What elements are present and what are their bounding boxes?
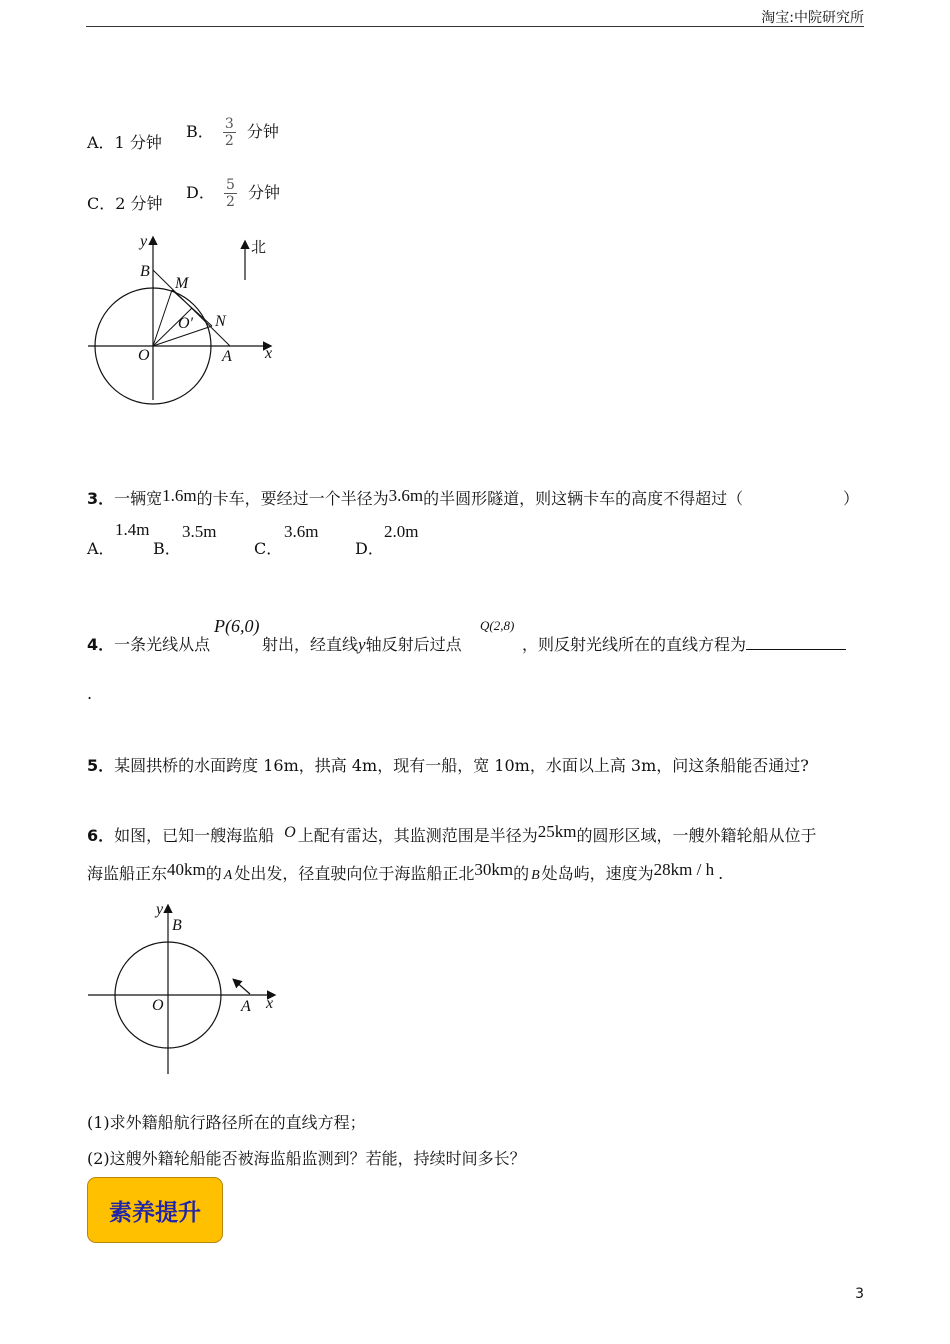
q2-option-b-denominator: 2 [224,133,234,149]
q4-line-1 [87,632,210,655]
q6-text-5: 的 [205,864,222,883]
q2-option-c: C．2 分钟 [87,194,163,213]
fig2-label-x: x [266,995,274,1012]
q4-line-1b [262,632,462,655]
fig2-label-a: A [241,998,251,1015]
q6-text-4: 海监船正东 [87,864,168,883]
q3-option-a-label: A． [87,539,115,558]
north-label: 北 [251,238,267,256]
q4-point-p [214,616,259,637]
q4-y: y [358,635,366,654]
q6-part-1: (1)求外籍船航行路径所在的直线方程； [87,1113,366,1132]
header-divider [86,26,864,27]
figure-circle-tangent [80,228,290,408]
segment-mo1 [172,290,192,308]
q6-distance-east: 40km [167,860,206,879]
fig1-label-a: A [222,348,232,365]
question-3-number: 3． [87,489,115,508]
q5-body: 某圆拱桥的水面跨度 16m，拱高 4m，现有一船，宽 10m，水面以上高 3m，问这条船能否通过? [114,756,809,775]
q6-text-8: 处岛屿，速度为 [541,864,654,883]
q3-option-a-value: 1.4m [115,520,150,539]
q2-option-d [186,177,280,210]
fig1-label-n: N [215,313,226,330]
q4-line-1c [522,632,846,655]
fig2-label-y: y [156,901,164,918]
fig2-label-o: O [152,997,164,1014]
q6-part-2: (2)这艘外籍轮船能否被海监船监测到？若能，持续时间多长？ [87,1149,526,1168]
q6-o: O [284,824,296,841]
fig1-label-b: B [140,263,150,280]
q3-text-2: 的卡车，要经过一个半径为 [196,489,389,508]
segment-o1n [192,308,212,326]
question-6-number: 6． [87,826,115,845]
q3-width: 1.6m [162,486,197,505]
q4-point-p-value: P(6,0) [214,616,260,636]
q2-option-d-unit: 分钟 [247,183,280,202]
q3-text-4: ） [843,489,860,508]
q2-option-b-numerator: 3 [224,116,234,132]
q3-option-b-label: B． [153,539,181,558]
section-badge: 素养提升 [87,1177,223,1243]
q2-option-d-fraction [224,177,237,210]
q2-option-b [186,116,279,149]
q4-text-1: 一条光线从点 [114,635,211,654]
q3-radius: 3.6m [388,486,424,505]
q6-line-1 [87,823,816,846]
q6-text-6: 处出发，径直驶向位于海监船正北 [234,864,475,883]
header-text: 淘宝:中院研究所 [761,10,864,26]
question-5-number: 5． [87,756,115,775]
fig1-label-x: x [265,345,273,362]
fig2-label-b: B [172,917,182,934]
page-number: 3 [855,1286,864,1302]
q6-speed: 28km / h [653,860,715,879]
q6-text-1: 如图，已知一艘海监船 [114,826,275,845]
figure-radar-circle [84,898,284,1078]
q6-text-3: 的圆形区域，一艘外籍轮船从位于 [576,826,817,845]
question-5-text [87,753,809,776]
q6-a: A [223,868,233,883]
question-4-number: 4． [87,635,115,654]
q2-option-d-prefix: D． [186,183,215,202]
q2-option-b-unit: 分钟 [246,122,279,141]
ship-direction-arrow [234,980,250,994]
q6-text-7: 的 [513,864,530,883]
q2-option-a: A．1 分钟 [87,133,162,152]
fig1-label-y: y [140,233,148,250]
q4-point-q [480,618,514,634]
fig1-label-o1: O′ [178,315,194,332]
fig1-label-m: M [175,275,189,292]
q6-radius: 25km [537,822,577,841]
q2-option-d-numerator: 5 [225,177,235,193]
q3-option-d-label: D． [355,539,384,558]
q6-line-2 [87,861,723,884]
fig1-label-o: O [138,347,150,364]
q3-text-1: 一辆宽 [114,489,163,508]
q4-answer-blank[interactable] [746,633,846,650]
q4-point-q-value: Q(2,8) [480,618,515,633]
q4-text-3: 轴反射后过点 [365,635,462,654]
q3-option-d-value: 2.0m [384,522,419,541]
q2-option-d-denominator: 2 [225,194,235,210]
q3-option-c-value: 3.6m [284,522,319,541]
q3-option-c-label: C． [254,539,283,558]
q4-end-dot: . [87,684,93,703]
q6-b: B [531,868,540,883]
q2-option-b-prefix: B． [186,122,214,141]
q6-distance-north: 30km [474,860,514,879]
segment-om [153,290,172,346]
q6-end: . [718,864,724,883]
q3-text-3: 的半圆形隧道，则这辆卡车的高度不得超过（ [423,489,744,508]
q2-option-b-fraction [223,116,236,149]
question-3-text [87,486,743,509]
q3-option-b-value: 3.5m [182,522,217,541]
q4-text-4: ，则反射光线所在的直线方程为 [522,635,747,654]
q6-text-2: 上配有雷达，其监测范围是半径为 [297,826,538,845]
q4-text-2: 射出，经直线 [262,635,359,654]
